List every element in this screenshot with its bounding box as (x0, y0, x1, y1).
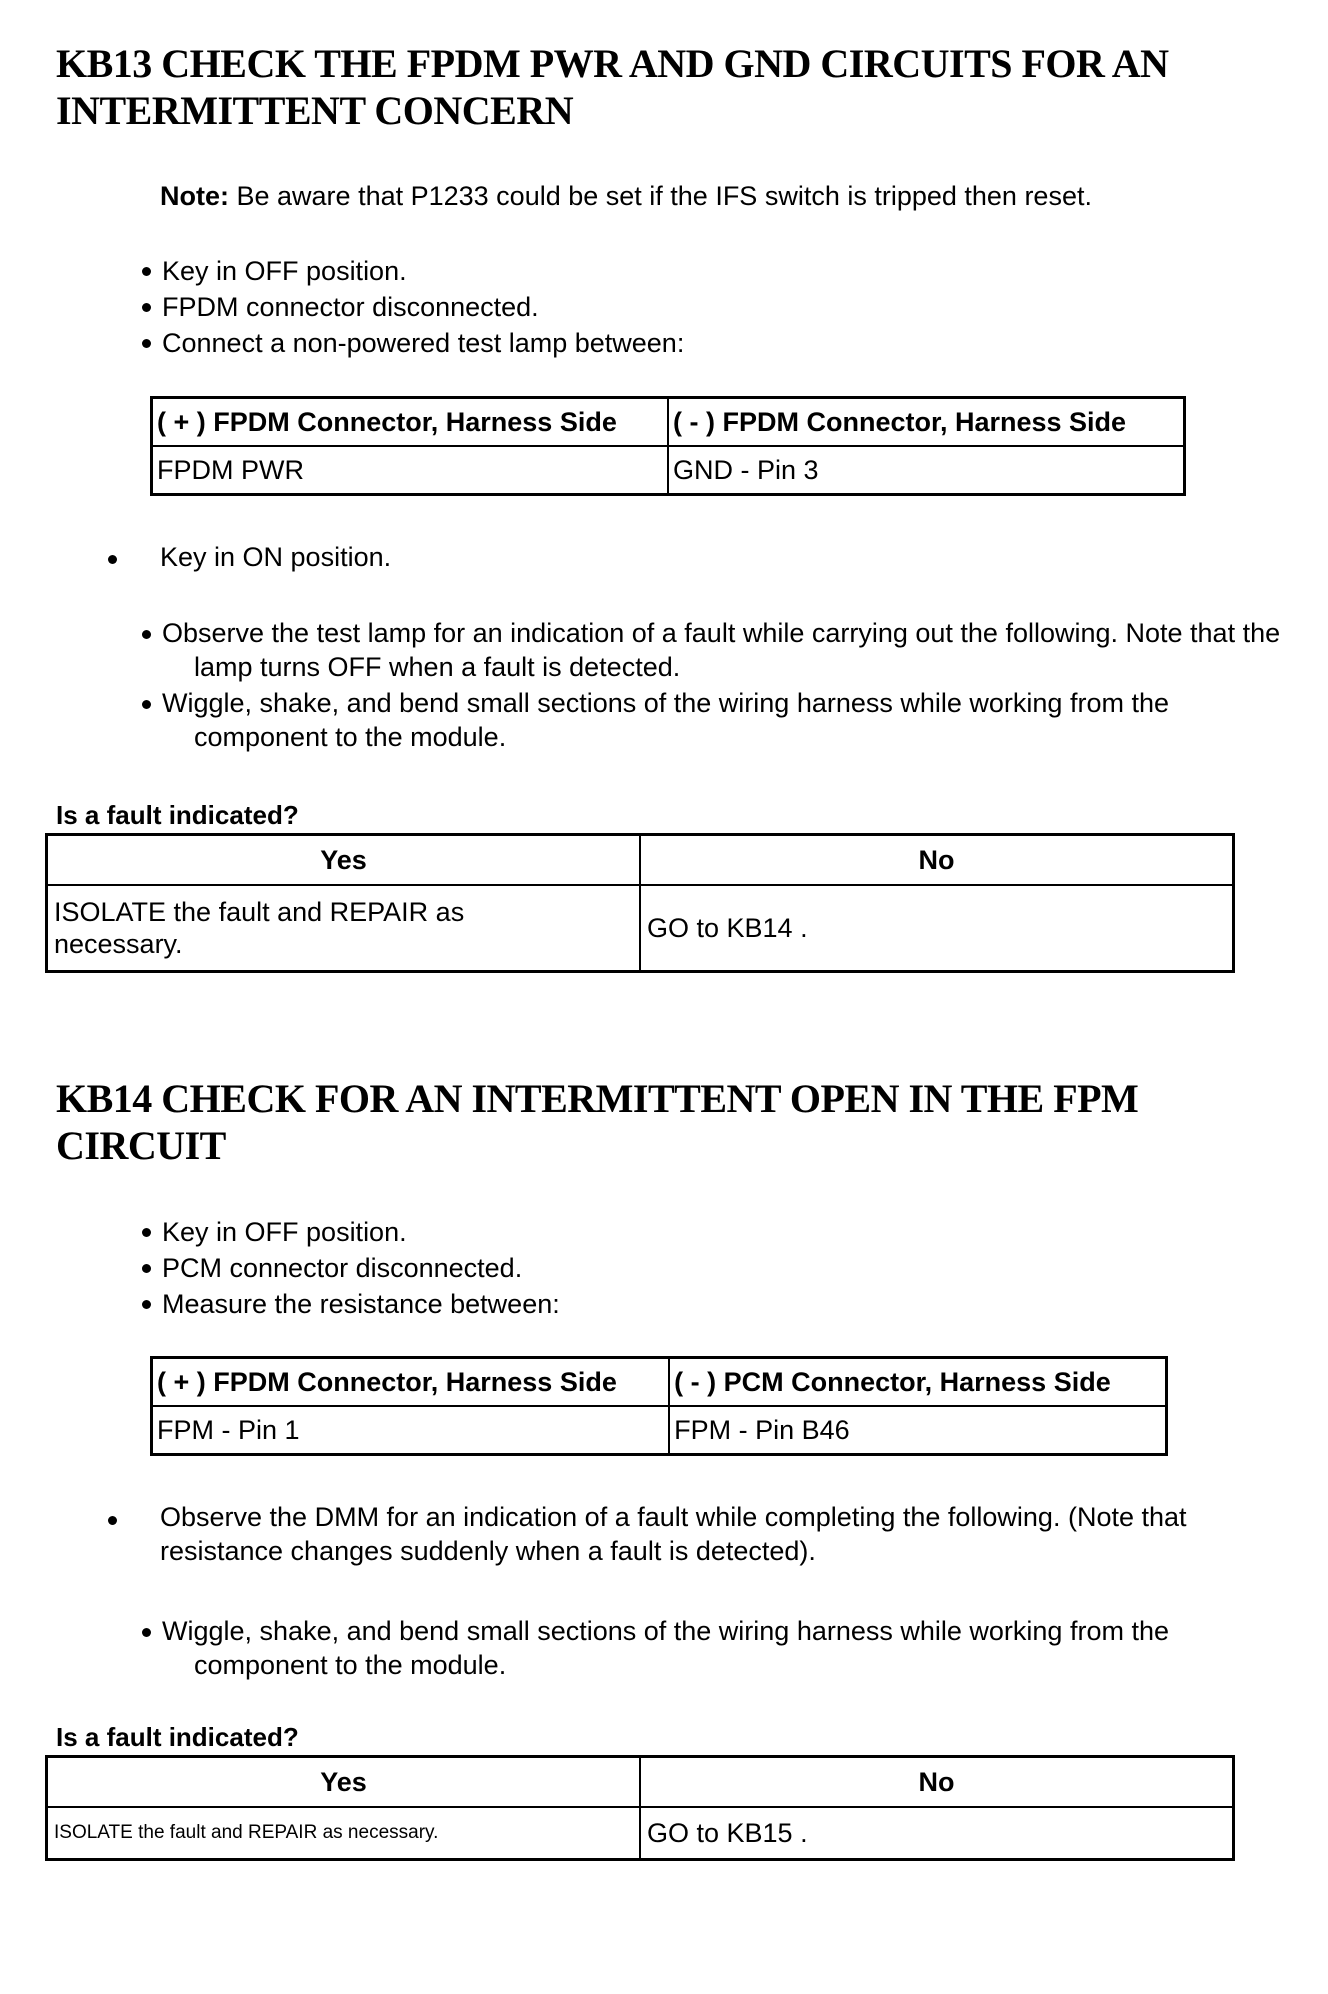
kb13-result-table (45, 833, 1235, 973)
bullet-icon (142, 1228, 151, 1237)
bullet-icon (142, 1300, 151, 1309)
kb14-result-table (45, 1755, 1235, 1861)
list-item: Wiggle, shake, and bend small sections of the wiring harness while working from the component to the module. (140, 1614, 1290, 1682)
yes-header: Yes (47, 835, 641, 886)
no-cell: GO to KB14 . (640, 885, 1234, 972)
kb13-key-on: Key in ON position. (160, 542, 392, 572)
pin-header-positive: ( + ) FPDM Connector, Harness Side (152, 1358, 670, 1407)
yes-cell: ISOLATE the fault and REPAIR as necessary. (47, 1807, 641, 1860)
list-item: Observe the test lamp for an indication of a fault while carrying out the following. Note that the lamp turns OFF when a fault is detected. (140, 616, 1290, 684)
kb14-question: Is a fault indicated? (56, 1722, 299, 1752)
bullet-icon (142, 267, 151, 276)
kb13-steps (140, 253, 684, 361)
no-cell: GO to KB15 . (640, 1807, 1234, 1860)
note-text: Be aware that P1233 could be set if the IFS switch is tripped then reset. (229, 181, 1092, 211)
kb14-wiggle-list (140, 1614, 1290, 1682)
list-item: Key in OFF position. (140, 1214, 560, 1250)
list-item: Measure the resistance between: (140, 1286, 560, 1322)
kb14-steps (140, 1214, 560, 1322)
kb14-pin-table (150, 1356, 1168, 1456)
kb13-observe-list (140, 616, 1290, 754)
list-item: PCM connector disconnected. (140, 1250, 560, 1286)
pin-cell-negative: FPM - Pin B46 (669, 1406, 1166, 1455)
bullet-icon (108, 1516, 117, 1525)
pin-header-positive: ( + ) FPDM Connector, Harness Side (152, 398, 669, 447)
list-item: Wiggle, shake, and bend small sections of the wiring harness while working from the component to the module. (140, 686, 1290, 754)
bullet-icon (142, 303, 151, 312)
bullet-icon (142, 700, 151, 709)
kb13-note (160, 180, 1092, 212)
pin-header-negative: ( - ) FPDM Connector, Harness Side (668, 398, 1185, 447)
list-item: FPDM connector disconnected. (140, 289, 684, 325)
pin-cell-positive: FPM - Pin 1 (152, 1406, 670, 1455)
bullet-icon (142, 1264, 151, 1273)
kb13-pin-table (150, 396, 1186, 496)
pin-cell-positive: FPDM PWR (152, 446, 669, 495)
yes-cell: ISOLATE the fault and REPAIR as necessary. (47, 885, 641, 972)
no-header: No (640, 835, 1234, 886)
bullet-icon (108, 555, 117, 564)
no-header: No (640, 1757, 1234, 1808)
bullet-icon (142, 339, 151, 348)
pin-header-negative: ( - ) PCM Connector, Harness Side (669, 1358, 1166, 1407)
kb14-observe-dmm: Observe the DMM for an indication of a fault while completing the following. (Note that resistance changes suddenly when a fault is detected). (160, 1502, 1187, 1566)
list-item: Key in OFF position. (140, 253, 684, 289)
list-item: Connect a non-powered test lamp between: (140, 325, 684, 361)
pin-cell-negative: GND - Pin 3 (668, 446, 1185, 495)
bullet-icon (142, 1628, 151, 1637)
kb13-question: Is a fault indicated? (56, 800, 299, 830)
kb14-heading: KB14 CHECK FOR AN INTERMITTENT OPEN IN THE FPM CIRCUIT (56, 1076, 1139, 1168)
kb13-heading: KB13 CHECK THE FPDM PWR AND GND CIRCUITS FOR AN INTERMITTENT CONCERN (56, 41, 1169, 133)
yes-header: Yes (47, 1757, 641, 1808)
bullet-icon (142, 630, 151, 639)
note-label: Note: (160, 181, 229, 211)
